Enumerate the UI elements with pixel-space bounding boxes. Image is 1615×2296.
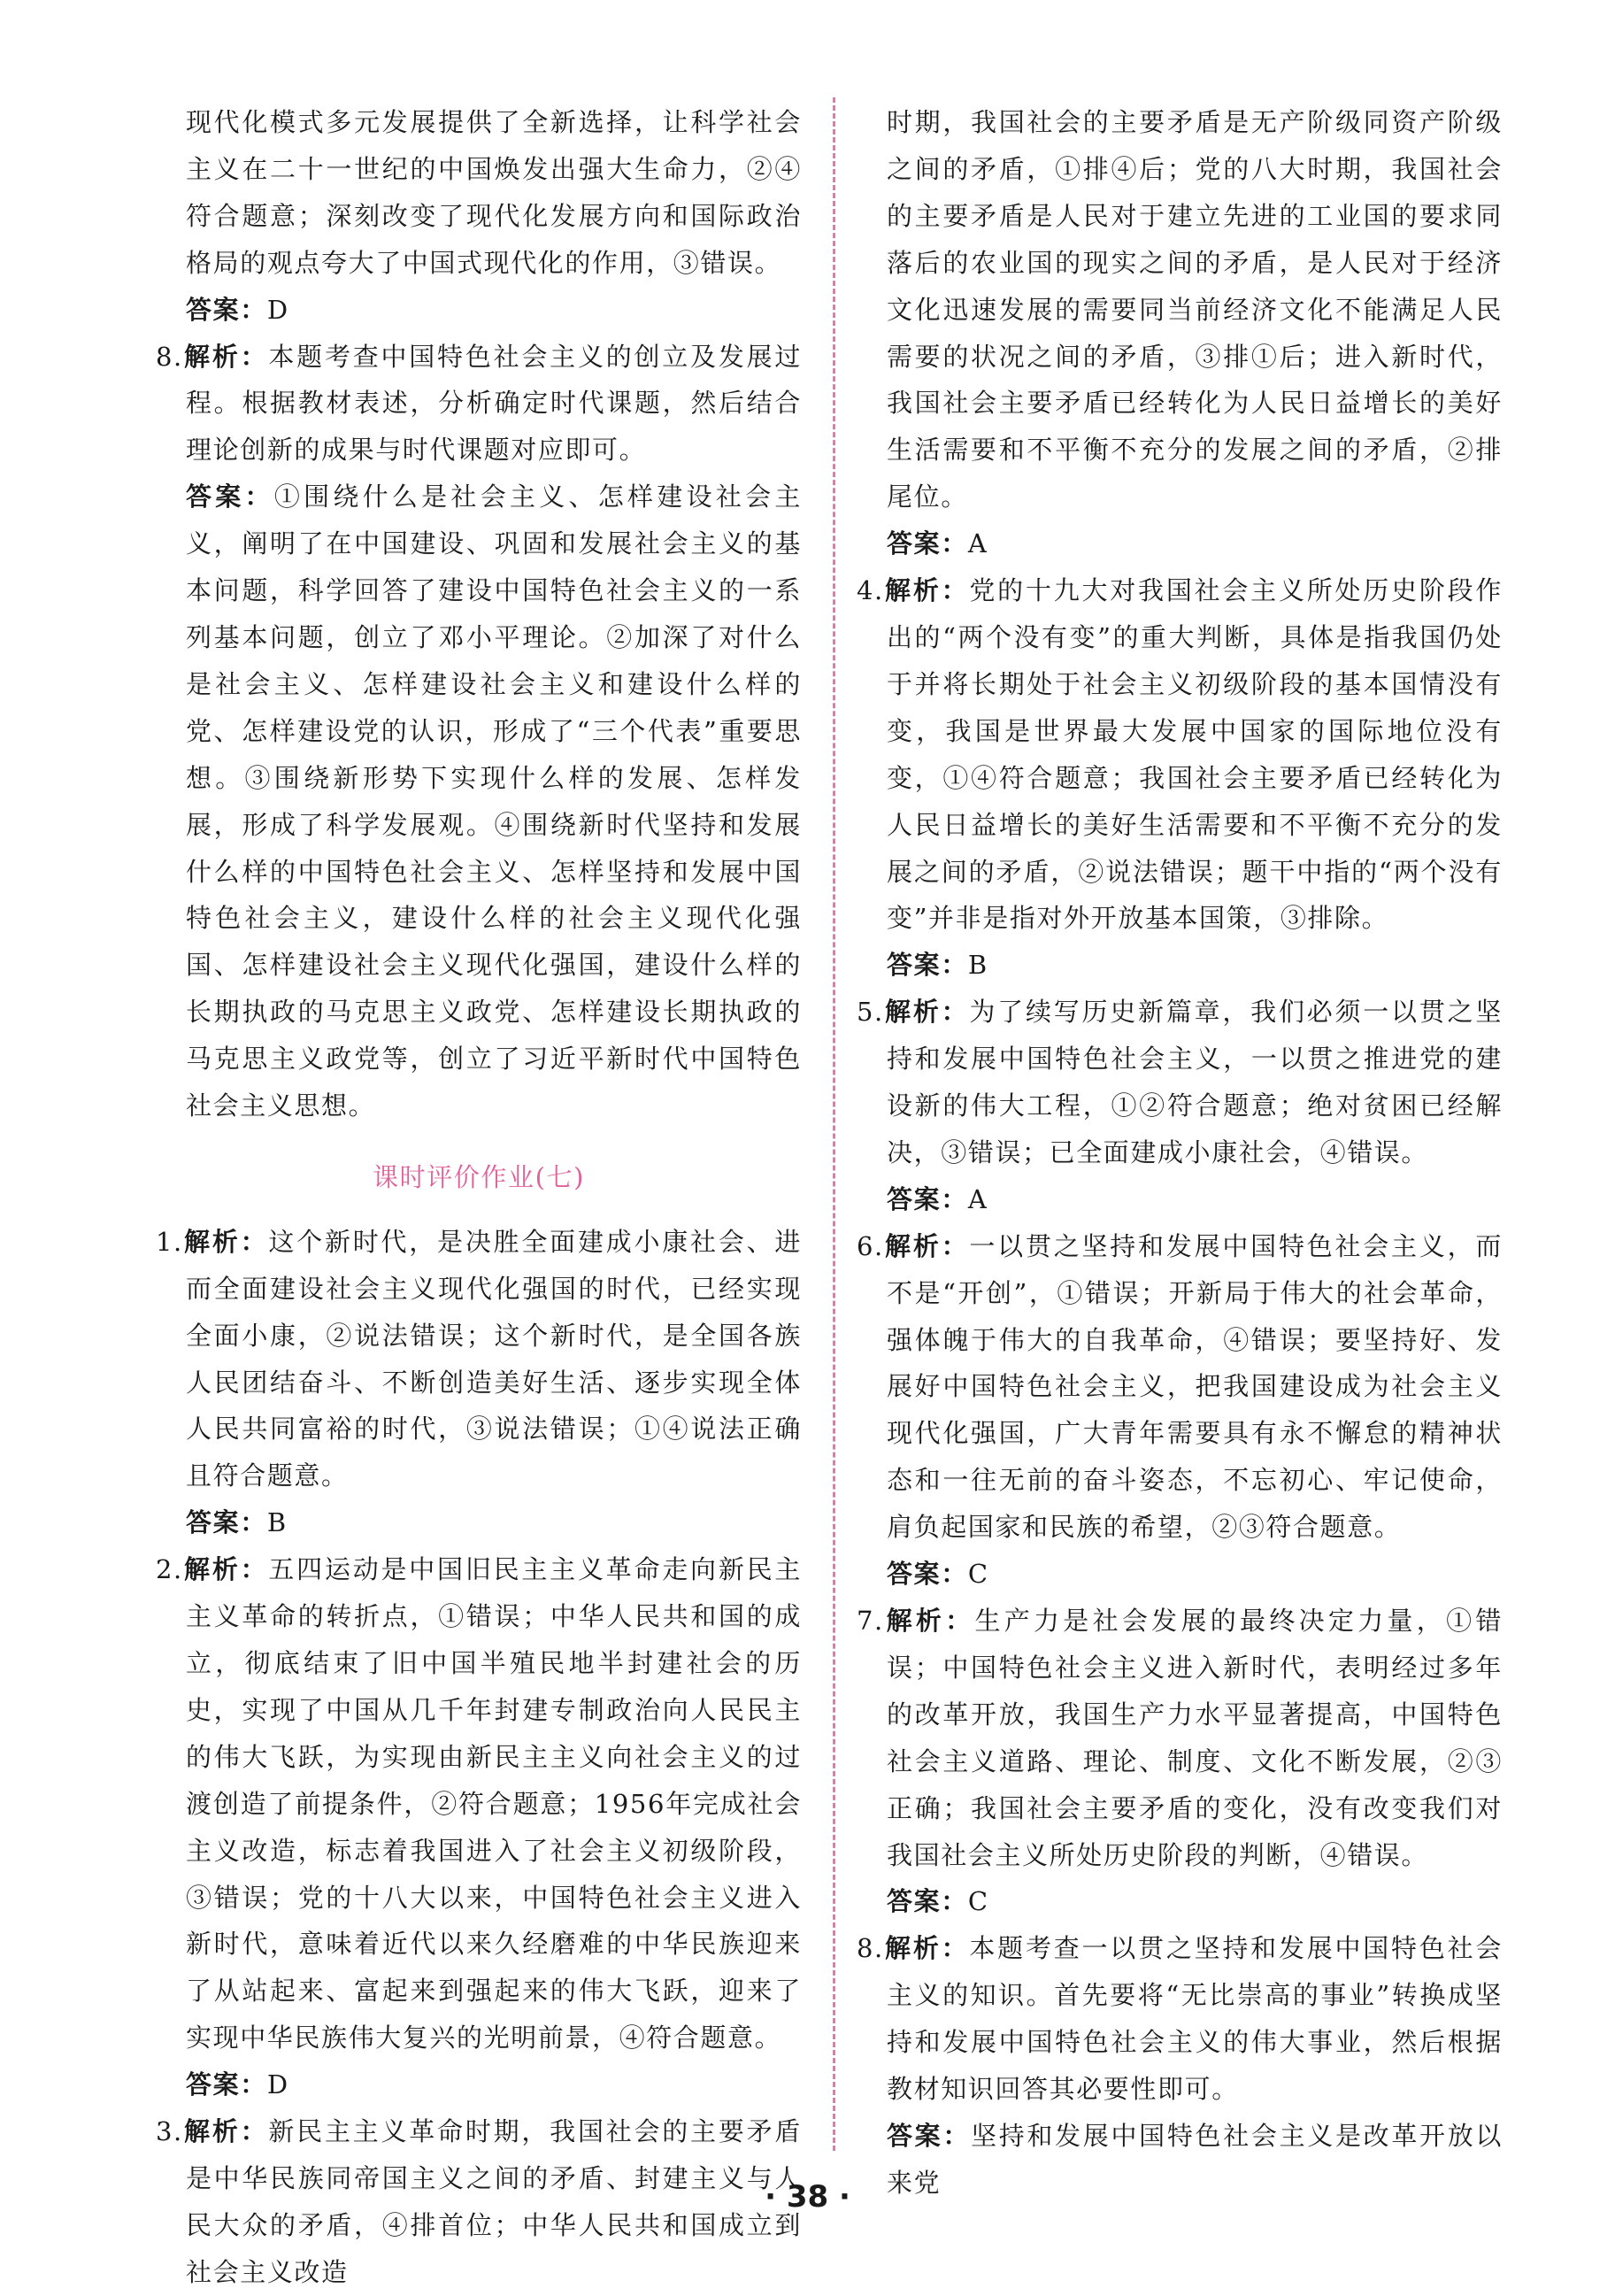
intro-paragraph: 现代化模式多元发展提供了全新选择，让科学社会主义在二十一世纪的中国焕发出强大生命力，②④符合题意；深刻改变了现代化发展方向和国际政治格局的观点夸大了中国式现代化的作用，③错误。 [186,107,802,278]
answer-label: 答案： [186,2069,267,2100]
section-title: 课时评价作业(七) [372,1161,586,1192]
analysis-label: 解析： [883,997,970,1028]
analysis-label: 解析： [883,1606,975,1636]
answer-label: 答案： [186,482,274,512]
answer-label: 答案： [887,1183,968,1214]
question-8b-answer: 答案：坚持和发展中国特色社会主义是改革开放以来党 [887,2120,1503,2198]
question-6-answer: 答案：C [887,1559,989,1590]
answer-label: 答案： [887,2120,972,2151]
answer-label: 答案： [186,1507,267,1538]
analysis-label: 解析： [182,341,269,372]
question-3-answer: 答案：A [887,528,988,559]
question-5-answer: 答案：A [887,1183,988,1214]
question-7-answer: 答案：C [887,1886,989,1917]
question-8b-analysis: 8.解析：本题考查一以贯之坚持和发展中国特色社会主义的知识。首先要将“无比崇高的事业”转换成坚持和发展中国特色社会主义的伟大事业，然后根据教材知识回答其必要性即可。 [857,1933,1503,2105]
question-3-analysis: 3.解析：新民主主义革命时期，我国社会的主要矛盾是中华民族同帝国主义之间的矛盾、封建主义与人民大众的矛盾，④排首位；中华人民共和国成立到社会主义改造 [156,2116,802,2287]
analysis-label: 解析： [883,1230,970,1261]
question-2-answer: 答案：D [186,2069,289,2100]
analysis-label: 解析： [182,2116,269,2147]
answer-label: 答案： [887,1559,968,1590]
right-column [857,99,1503,2207]
question-2-analysis: 2.解析：五四运动是中国旧民主主义革命走向新民主主义革命的转折点，①错误；中华人民共和国的成立，彻底结束了旧中国半殖民地半封建社会的历史，实现了中国从几千年封建专制政治向人民民主的伟大飞跃，为实现由新民主主义向社会主义的过渡创造了前提条件，②符合题意；1956年完成社会主义改造，标志着我国进入了社会主义初级阶段，③错误；党的十八大以来，中国特色社会主义进入新时代，意味着近代以来久经磨难的中华民族迎来了从站起来、富起来到强起来的伟大飞跃，迎来了实现中华民族伟大复兴的光明前景，④符合题意。 [156,1554,802,2053]
analysis-label: 解析： [883,1933,970,1964]
question-3-analysis-continued: 时期，我国社会的主要矛盾是无产阶级同资产阶级之间的矛盾，①排④后；党的八大时期，我国社会的主要矛盾是人民对于建立先进的工业国的要求同落后的农业国的现实之间的矛盾，是人民对于经济文化迅速发展的需要同当前经济文化不能满足人民需要的状况之间的矛盾，③排①后；进入新时代，我国社会主要矛盾已经转化为人民日益增长的美好生活需要和不平衡不充分的发展之间的矛盾，②排尾位。 [887,107,1503,512]
left-column [156,99,802,2296]
question-4-answer: 答案：B [887,950,988,981]
page-number: · 38 · [765,2179,850,2215]
answer-label: 答案： [887,1886,968,1917]
analysis-label: 解析： [182,1554,269,1585]
question-1-analysis: 1.解析：这个新时代，是决胜全面建成小康社会、进而全面建设社会主义现代化强国的时代，已经实现全面小康，②说法错误；这个新时代，是全国各族人民团结奋斗、不断创造美好生活、逐步实现全体人民共同富裕的时代，③说法错误；①④说法正确且符合题意。 [156,1226,802,1491]
analysis-label: 解析： [883,575,970,606]
answer-label: 答案： [186,294,267,325]
answer-label: 答案： [887,950,968,981]
question-7-analysis: 7.解析：生产力是社会发展的最终决定力量，①错误；中国特色社会主义进入新时代，表明经过多年的改革开放，我国生产力水平显著提高，中国特色社会主义道路、理论、制度、文化不断发展，②③正确；我国社会主要矛盾的变化，没有改变我们对我国社会主义所处历史阶段的判断，④错误。 [857,1606,1503,1870]
question-8-analysis: 8.解析：本题考查中国特色社会主义的创立及发展过程。根据教材表述，分析确定时代课题，然后结合理论创新的成果与时代课题对应即可。 [156,341,802,466]
question-6-analysis: 6.解析：一以贯之坚持和发展中国特色社会主义，而不是“开创”，①错误；开新局于伟大的社会革命，强体魄于伟大的自我革命，④错误；要坚持好、发展好中国特色社会主义，把我国建设成为社会主义现代化强国，广大青年需要具有永不懈怠的精神状态和一往无前的奋斗姿态，不忘初心、牢记使命，肩负起国家和民族的希望，②③符合题意。 [857,1230,1503,1543]
answer-label: 答案： [887,528,968,559]
answer-line: 答案：D [186,294,289,325]
question-5-analysis: 5.解析：为了续写历史新篇章，我们必须一以贯之坚持和发展中国特色社会主义，一以贯之推进党的建设新的伟大工程，①②符合题意；绝对贫困已经解决，③错误；已全面建成小康社会，④错误。 [857,997,1503,1167]
column-divider [833,97,835,2151]
question-8-answer: 答案：①围绕什么是社会主义、怎样建设社会主义，阐明了在中国建设、巩固和发展社会主义的基本问题，科学回答了建设中国特色社会主义的一系列基本问题，创立了邓小平理论。②加深了对什么是社会主义、怎样建设社会主义和建设什么样的党、怎样建设党的认识，形成了“三个代表”重要思想。③围绕新形势下实现什么样的发展、怎样发展，形成了科学发展观。④围绕新时代坚持和发展什么样的中国特色社会主义、怎样坚持和发展中国特色社会主义，建设什么样的社会主义现代化强国、怎样建设社会主义现代化强国，建设什么样的长期执政的马克思主义政党、怎样建设长期执政的马克思主义政党等，创立了习近平新时代中国特色社会主义思想。 [186,482,802,1121]
question-4-analysis: 4.解析：党的十九大对我国社会主义所处历史阶段作出的“两个没有变”的重大判断，具体是指我国仍处于并将长期处于社会主义初级阶段的基本国情没有变，我国是世界最大发展中国家的国际地位没有变，①④符合题意；我国社会主要矛盾已经转化为人民日益增长的美好生活需要和不平衡不充分的发展之间的矛盾，②说法错误；题干中指的“两个没有变”并非是指对外开放基本国策，③排除。 [857,575,1503,934]
question-1-answer: 答案：B [186,1507,288,1538]
analysis-label: 解析： [182,1226,269,1257]
